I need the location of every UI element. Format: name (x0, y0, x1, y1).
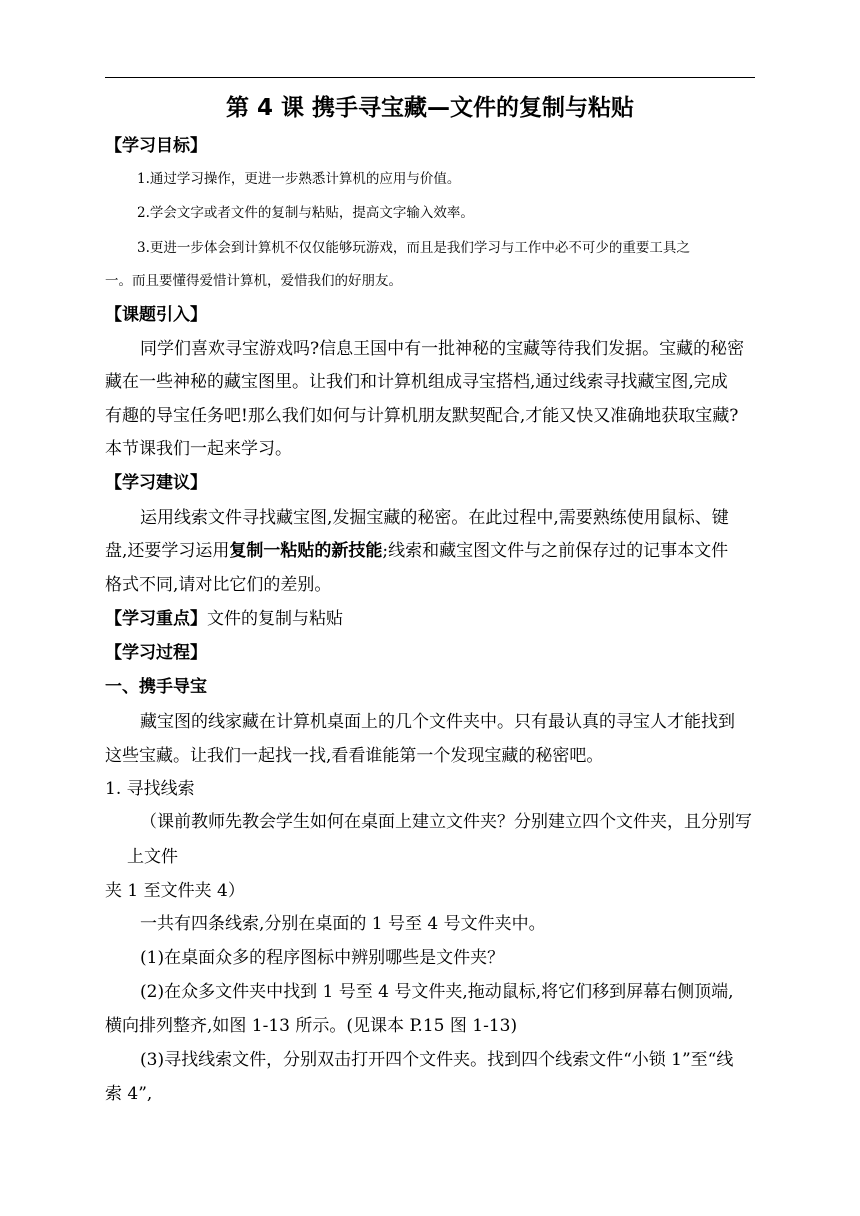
question-3-line-1: (3)寻找线索文件，分别双击打开四个文件夹。找到四个线索文件“小锁 1”至“线 (140, 1050, 734, 1070)
question-1: (1)在桌面众多的程序图标中辨别哪些是文件夹？ (140, 948, 505, 968)
clue-count-para: 一共有四条线索,分别在桌面的 1 号至 4 号文件夹中。 (140, 914, 546, 934)
advice-line-3: 格式不同,请对比它们的差别。 (105, 575, 332, 595)
part1-heading: 一、携手导宝 (105, 677, 207, 697)
intro-line-3: 有趣的导宝任务吧!那么我们如何与计算机朋友默契配合,才能又快又准确地获取宝藏? (105, 406, 739, 426)
goal-item-3-line1: 3.更进一步体会到计算机不仅仅能够玩游戏，而且是我们学习与工作中必不可少的重要工具之 (137, 240, 690, 256)
intro-line-4: 本节课我们一起来学习。 (105, 439, 292, 459)
part1-para-line-1: 藏宝图的线家藏在计算机桌面上的几个文件夹中。只有最认真的寻宝人才能找到 (140, 712, 735, 732)
page-title: 第 4 课 携手寻宝藏—文件的复制与粘贴 (225, 95, 635, 121)
teacher-note-line-3: 夹 1 至文件夹 4） (105, 881, 245, 901)
advice-line-2-post: ;线索和藏宝图文件与之前保存过的记事本文件 (382, 541, 729, 561)
teacher-note-line-1: （课前教师先教会学生如何在桌面上建立文件夹？分别建立四个文件夹，且分别写 (140, 812, 752, 832)
focus-line (105, 604, 343, 629)
advice-line-2 (105, 536, 728, 561)
focus-text: 文件的复制与粘贴 (207, 609, 343, 629)
goals-heading: 【学习目标】 (105, 136, 207, 156)
goal-item-3-line2: 一。而且要懂得爱惜计算机，爱惜我们的好朋友。 (105, 273, 402, 289)
advice-heading: 【学习建议】 (105, 473, 207, 493)
advice-line-2-pre: 盘,还要学习运用 (105, 541, 230, 561)
intro-line-1: 同学们喜欢寻宝游戏吗?信息王国中有一批神秘的宝藏等待我们发据。宝藏的秘密 (140, 339, 745, 359)
header-rule (105, 77, 755, 78)
intro-line-2: 藏在一些神秘的藏宝图里。让我们和计算机组成寻宝搭档,通过线索寻找藏宝图,完成 (105, 372, 728, 392)
focus-heading: 【学习重点】 (105, 609, 207, 629)
question-2-line-2: 横向排列整齐,如图 1-13 所示。(见课本 P.15 图 1-13) (105, 1016, 518, 1036)
advice-skill-highlight: 复制一粘贴的新技能 (229, 541, 383, 561)
step-1-title: 1. 寻找线索 (105, 779, 195, 799)
advice-line-1: 运用线索文件寻找藏宝图,发掘宝藏的秘密。在此过程中,需要熟练使用鼠标、键 (140, 508, 729, 528)
question-2-line-1: (2)在众多文件夹中找到 1 号至 4 号文件夹,拖动鼠标,将它们移到屏幕右侧顶端, (140, 982, 734, 1002)
question-3-line-2: 索 4”, (105, 1084, 153, 1104)
goal-item-2: 2.学会文字或者文件的复制与粘贴，提高文字输入效率。 (137, 205, 474, 221)
intro-heading: 【课题引入】 (105, 305, 207, 325)
process-heading: 【学习过程】 (105, 643, 207, 663)
teacher-note-line-2: 上文件 (127, 847, 178, 867)
part1-para-line-2: 这些宝藏。让我们一起找一找,看看谁能第一个发现宝藏的秘密吧。 (105, 746, 604, 766)
goal-item-1: 1.通过学习操作，更进一步熟悉计算机的应用与价值。 (137, 171, 461, 187)
